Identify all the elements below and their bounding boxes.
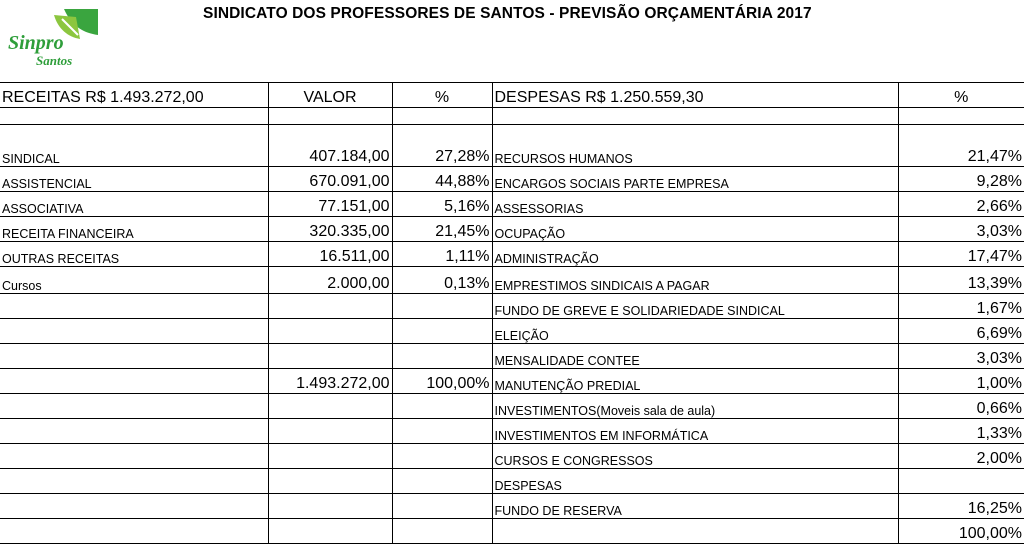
pct-despesa-cell: 100,00% [898, 519, 1024, 544]
table-row [0, 242, 1024, 267]
valor-cell: 16.511,00 [268, 242, 392, 267]
despesa-cell: ENCARGOS SOCIAIS PARTE EMPRESA [492, 167, 898, 192]
table-row [0, 394, 1024, 419]
valor-cell: 670.091,00 [268, 167, 392, 192]
table-row [0, 217, 1024, 242]
pct-despesa-cell: 21,47% [898, 142, 1024, 167]
col-header-despesas: DESPESAS R$ 1.250.559,30 [492, 83, 898, 108]
col-header-pct-despesas: % [898, 83, 1024, 108]
empty-cell [268, 108, 392, 125]
col-header-valor: VALOR [268, 83, 392, 108]
table-row [0, 494, 1024, 519]
valor-cell [268, 319, 392, 344]
empty-cell [268, 125, 392, 143]
empty-cell [898, 125, 1024, 143]
table-row [0, 419, 1024, 444]
pct-receita-cell: 5,16% [392, 192, 492, 217]
pct-despesa-cell: 3,03% [898, 217, 1024, 242]
despesa-cell: MANUTENÇÃO PREDIAL [492, 369, 898, 394]
pct-despesa-cell: 1,33% [898, 419, 1024, 444]
pct-receita-cell [392, 344, 492, 369]
receita-cell [0, 394, 268, 419]
despesa-cell: INVESTIMENTOS(Moveis sala de aula) [492, 394, 898, 419]
empty-cell [392, 108, 492, 125]
despesa-cell [492, 519, 898, 544]
empty-cell [492, 125, 898, 143]
logo-wordmark-santos: Santos [36, 53, 73, 68]
empty-cell [0, 108, 268, 125]
despesa-cell: EMPRESTIMOS SINDICAIS A PAGAR [492, 267, 898, 294]
pct-receita-cell: 0,13% [392, 267, 492, 294]
pct-despesa-cell: 1,00% [898, 369, 1024, 394]
pct-despesa-cell: 9,28% [898, 167, 1024, 192]
table-header-row [0, 83, 1024, 108]
receita-cell [0, 469, 268, 494]
receita-cell: OUTRAS RECEITAS [0, 242, 268, 267]
despesa-cell: FUNDO DE RESERVA [492, 494, 898, 519]
pct-despesa-cell: 2,00% [898, 444, 1024, 469]
pct-receita-cell [392, 519, 492, 544]
receita-cell: SINDICAL [0, 142, 268, 167]
pct-despesa-cell: 2,66% [898, 192, 1024, 217]
valor-cell [268, 494, 392, 519]
valor-cell: 1.493.272,00 [268, 369, 392, 394]
despesa-cell: DESPESAS [492, 469, 898, 494]
col-header-pct-receitas: % [392, 83, 492, 108]
pct-receita-cell: 44,88% [392, 167, 492, 192]
table-row [0, 142, 1024, 167]
despesa-cell: ASSESSORIAS [492, 192, 898, 217]
receita-cell [0, 369, 268, 394]
despesa-cell: FUNDO DE GREVE E SOLIDARIEDADE SINDICAL [492, 294, 898, 319]
receita-cell [0, 419, 268, 444]
valor-cell [268, 419, 392, 444]
pct-receita-cell [392, 494, 492, 519]
logo-leaf-icon [6, 5, 102, 69]
despesa-cell: CURSOS E CONGRESSOS [492, 444, 898, 469]
despesa-cell: MENSALIDADE CONTEE [492, 344, 898, 369]
despesa-cell: INVESTIMENTOS EM INFORMÁTICA [492, 419, 898, 444]
pct-despesa-cell [898, 469, 1024, 494]
receita-cell: ASSISTENCIAL [0, 167, 268, 192]
valor-cell [268, 344, 392, 369]
pct-despesa-cell: 17,47% [898, 242, 1024, 267]
pct-receita-cell: 100,00% [392, 369, 492, 394]
valor-cell [268, 394, 392, 419]
pct-receita-cell [392, 294, 492, 319]
valor-cell [268, 294, 392, 319]
table-row [0, 167, 1024, 192]
despesa-cell: RECURSOS HUMANOS [492, 142, 898, 167]
pct-receita-cell: 21,45% [392, 217, 492, 242]
valor-cell: 2.000,00 [268, 267, 392, 294]
valor-cell [268, 469, 392, 494]
despesa-cell: ELEIÇÃO [492, 319, 898, 344]
empty-cell [492, 108, 898, 125]
logo-wordmark-sinpro: Sinpro [8, 32, 64, 54]
receita-cell: Cursos [0, 267, 268, 294]
pct-despesa-cell: 3,03% [898, 344, 1024, 369]
receita-cell: RECEITA FINANCEIRA [0, 217, 268, 242]
empty-cell [0, 125, 268, 143]
table-row [0, 294, 1024, 319]
valor-cell [268, 444, 392, 469]
valor-cell: 77.151,00 [268, 192, 392, 217]
table-row [0, 444, 1024, 469]
pct-receita-cell [392, 419, 492, 444]
table-row [0, 519, 1024, 544]
pct-receita-cell: 1,11% [392, 242, 492, 267]
receita-cell [0, 494, 268, 519]
table-spacer-row [0, 125, 1024, 143]
table-row [0, 369, 1024, 394]
budget-table [0, 82, 1024, 544]
pct-receita-cell [392, 444, 492, 469]
table-row [0, 469, 1024, 494]
sinpro-logo [6, 5, 102, 69]
pct-despesa-cell: 13,39% [898, 267, 1024, 294]
pct-despesa-cell: 16,25% [898, 494, 1024, 519]
table-row [0, 319, 1024, 344]
pct-despesa-cell: 1,67% [898, 294, 1024, 319]
empty-cell [898, 108, 1024, 125]
page-title: SINDICATO DOS PROFESSORES DE SANTOS - PREVISÃO ORÇAMENTÁRIA 2017 [203, 5, 812, 22]
col-header-receitas: RECEITAS R$ 1.493.272,00 [0, 83, 268, 108]
receita-cell: ASSOCIATIVA [0, 192, 268, 217]
empty-cell [392, 125, 492, 143]
receita-cell [0, 344, 268, 369]
despesa-cell: ADMINISTRAÇÃO [492, 242, 898, 267]
valor-cell [268, 519, 392, 544]
receita-cell [0, 294, 268, 319]
receita-cell [0, 319, 268, 344]
despesa-cell: OCUPAÇÃO [492, 217, 898, 242]
pct-despesa-cell: 0,66% [898, 394, 1024, 419]
table-row [0, 192, 1024, 217]
pct-receita-cell: 27,28% [392, 142, 492, 167]
pct-receita-cell [392, 319, 492, 344]
pct-receita-cell [392, 469, 492, 494]
receita-cell [0, 444, 268, 469]
valor-cell: 407.184,00 [268, 142, 392, 167]
pct-receita-cell [392, 394, 492, 419]
table-row [0, 344, 1024, 369]
valor-cell: 320.335,00 [268, 217, 392, 242]
receita-cell [0, 519, 268, 544]
table-spacer-row [0, 108, 1024, 125]
table-row [0, 267, 1024, 294]
pct-despesa-cell: 6,69% [898, 319, 1024, 344]
